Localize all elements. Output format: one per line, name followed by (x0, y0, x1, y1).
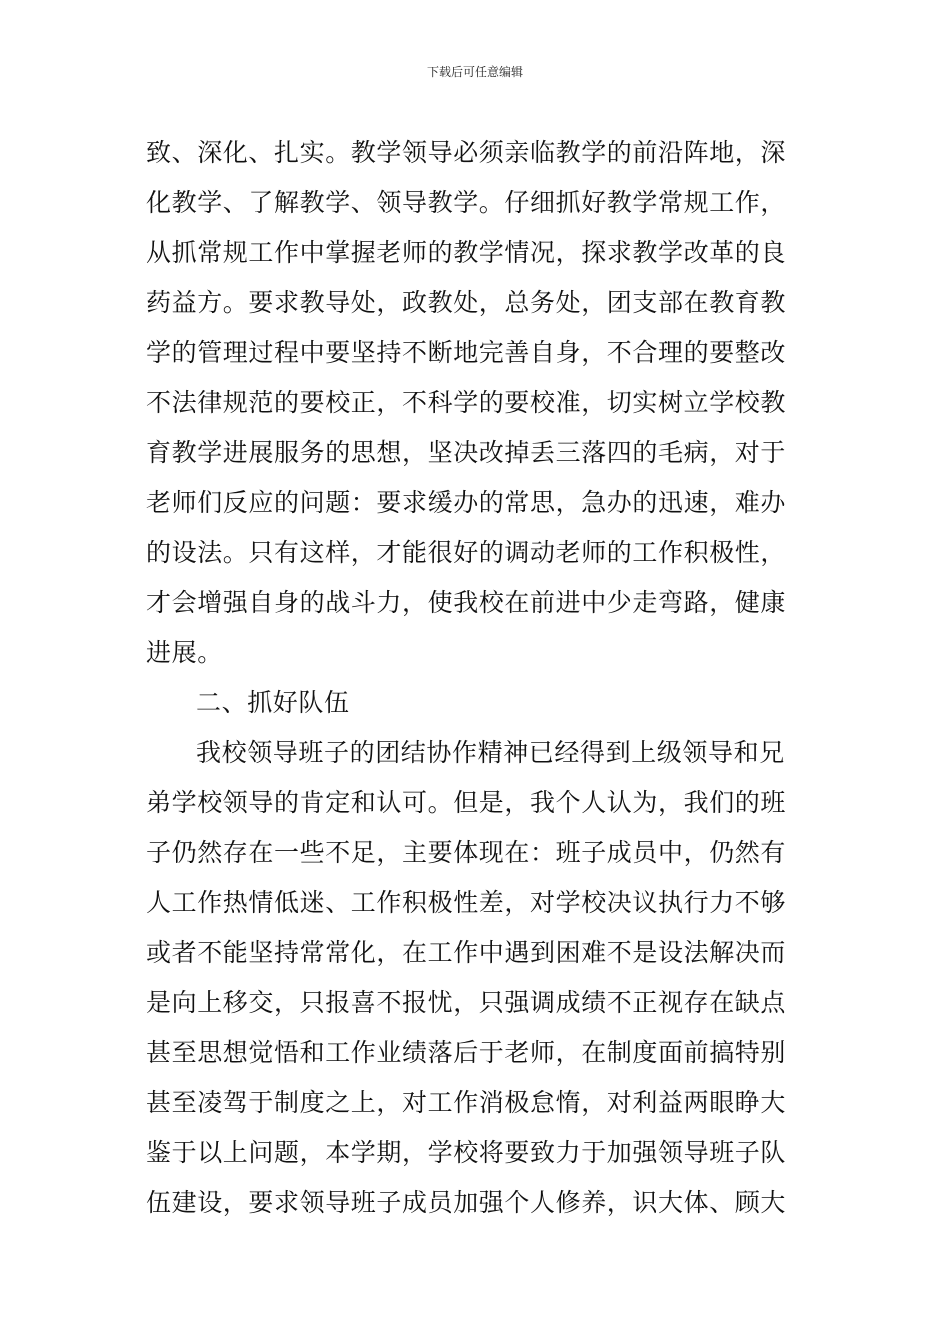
paragraph-start-line: 我校领导班子的团结协作精神已经得到上级领导和兄 (196, 738, 785, 767)
text-line: 药益方。要求教导处，政教处，总务处，团支部在教育教 (146, 288, 787, 317)
section-heading: 二、抓好队伍 (196, 688, 350, 717)
text-line: 或者不能坚持常常化，在工作中遇到困难不是设法解决而 (146, 938, 787, 967)
text-line: 化教学、了解教学、领导教学。仔细抓好教学常规工作， (146, 188, 787, 217)
text-line: 甚至凌驾于制度之上，对工作消极怠惰，对利益两眼睁大 (146, 1088, 787, 1117)
page-header-note: 下载后可任意编辑 (426, 65, 523, 79)
text-line: 鉴于以上问题，本学期，学校将要致力于加强领导班子队 (146, 1138, 787, 1167)
document-body (146, 128, 810, 1228)
text-line: 育教学进展服务的思想，坚决改掉丢三落四的毛病，对于 (146, 438, 787, 467)
text-line: 甚至思想觉悟和工作业绩落后于老师，在制度面前搞特别 (146, 1038, 787, 1067)
text-line: 伍建设，要求领导班子成员加强个人修养，识大体、顾大 (146, 1188, 787, 1217)
text-line: 弟学校领导的肯定和认可。但是，我个人认为，我们的班 (146, 788, 787, 817)
text-line: 从抓常规工作中掌握老师的教学情况，探求教学改革的良 (146, 238, 787, 267)
text-line: 人工作热情低迷、工作积极性差，对学校决议执行力不够 (146, 888, 787, 917)
text-line: 进展。 (146, 638, 223, 667)
text-line: 致、深化、扎实。教学领导必须亲临教学的前沿阵地，深 (146, 138, 787, 167)
text-line: 学的管理过程中要坚持不断地完善自身，不合理的要整改 (146, 338, 787, 367)
text-line: 的设法。只有这样，才能很好的调动老师的工作积极性， (146, 538, 787, 567)
text-line: 是向上移交，只报喜不报忧，只强调成绩不正视存在缺点 (146, 988, 787, 1017)
text-line: 才会增强自身的战斗力，使我校在前进中少走弯路，健康 (146, 588, 787, 617)
text-line: 老师们反应的问题：要求缓办的常思，急办的迅速，难办 (146, 488, 787, 517)
text-line: 子仍然存在一些不足，主要体现在：班子成员中，仍然有 (146, 838, 787, 867)
text-line: 不法律规范的要校正，不科学的要校准，切实树立学校教 (146, 388, 787, 417)
